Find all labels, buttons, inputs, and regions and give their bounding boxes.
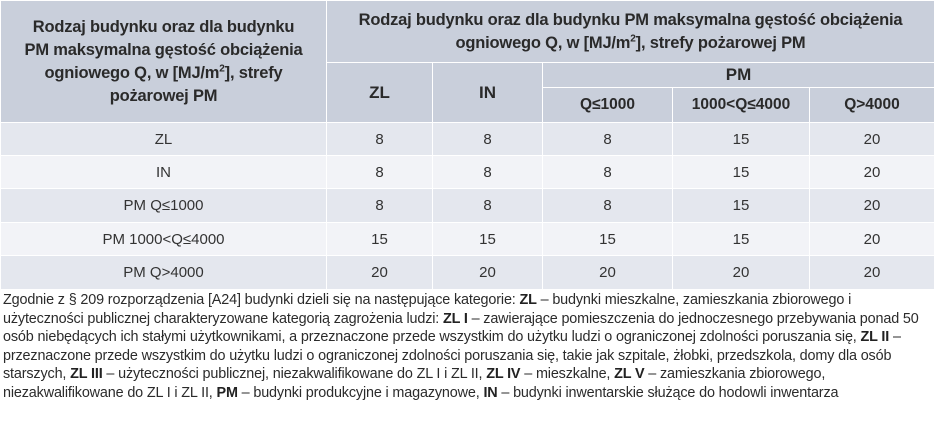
corner-line-4: pożarowej PM xyxy=(109,86,218,105)
table-row xyxy=(1,189,935,223)
table-cell: 15 xyxy=(433,223,543,256)
column-header-pm: PM xyxy=(543,63,935,88)
corner-line-3-end: ], strefy xyxy=(224,63,283,82)
table-cell: 20 xyxy=(810,256,935,290)
table-cell: 15 xyxy=(673,223,810,256)
column-header-in: IN xyxy=(433,63,543,123)
table-cell: 15 xyxy=(543,223,673,256)
footnote-term-pm: PM xyxy=(216,384,238,401)
footnote-term-zl: ZL xyxy=(519,292,537,308)
table-cell: 8 xyxy=(543,156,673,189)
top-header-superscript: 2 xyxy=(630,33,636,44)
footnote-term-zl-ii: ZL II xyxy=(860,329,890,346)
top-header-line-2-end: ], strefy pożarowej PM xyxy=(635,33,806,52)
footnote-term-in: IN xyxy=(483,384,498,401)
column-group-title xyxy=(327,1,935,63)
table-cell: 15 xyxy=(327,223,433,256)
table-cell: 20 xyxy=(810,223,935,256)
table-cell: 8 xyxy=(433,189,543,223)
column-header-zl: ZL xyxy=(327,63,433,123)
row-label: IN xyxy=(1,156,327,189)
table-cell: 15 xyxy=(673,156,810,189)
table-cell: 15 xyxy=(673,123,810,156)
footnote-text: – zawierające pomieszczenia do jednoczesnego przebywania ponad 50 osób niebędących ich stałymi użytkownikami, a przeznaczone przede wszystkim do użytku ludzi o ograniczonej zdolności poruszania się, xyxy=(3,310,919,346)
table-cell: 8 xyxy=(543,189,673,223)
footnote-term-zl-iii: ZL III xyxy=(70,366,103,383)
table-cell: 20 xyxy=(810,123,935,156)
row-label: ZL xyxy=(1,123,327,156)
subcolumn-header-q-gt-4000: Q>4000 xyxy=(810,88,935,123)
table-cell: 20 xyxy=(810,156,935,189)
table-cell: 8 xyxy=(433,156,543,189)
row-header-title xyxy=(1,1,327,123)
footnote-text: – zamieszkania zbiorowego, niezakwalifikowane do ZL I i ZL II, xyxy=(3,366,826,401)
row-label: PM Q≤1000 xyxy=(1,189,327,223)
table-cell: 8 xyxy=(433,123,543,156)
table-cell: 8 xyxy=(327,123,433,156)
corner-line-1: Rodzaj budynku oraz dla budynku xyxy=(32,17,295,36)
footnote-text: Zgodnie z § 209 rozporządzenia [A24] budynki dzieli się na następujące kategorie: xyxy=(3,292,520,308)
table-row xyxy=(1,256,935,290)
table-cell: 20 xyxy=(433,256,543,290)
table-cell: 8 xyxy=(327,156,433,189)
footnote-text: – budynki mieszkalne, zamieszkania zbiorowego i użyteczności publicznej charakteryzowane kategorią zagrożenia ludzi: xyxy=(3,292,852,327)
footnote-text: – użyteczności publicznej, niezakwalifikowane do ZL I i ZL II, xyxy=(102,366,487,383)
table-cell: 15 xyxy=(673,189,810,223)
footnote-text: – przeznaczone przede wszystkim do użytku ludzi o ograniczonej zdolności poruszania się, takie jak szpitale, żłobki, przedszkola, domy dla osób starszych, xyxy=(3,329,901,383)
table-row xyxy=(1,223,935,256)
table-cell: 8 xyxy=(543,123,673,156)
top-header-line-1: Rodzaj budynku oraz dla budynku PM maksymalna gęstość obciążenia xyxy=(358,10,903,29)
corner-superscript: 2 xyxy=(219,63,225,74)
top-header-line-2: ogniowego Q, w [MJ/m xyxy=(455,33,631,52)
row-label: PM Q>4000 xyxy=(1,256,327,290)
corner-line-2: PM maksymalna gęstość obciążenia xyxy=(24,40,303,59)
table-cell: 20 xyxy=(673,256,810,290)
footnote-text: – budynki produkcyjne i magazynowe, xyxy=(237,384,484,401)
table-row xyxy=(1,156,935,189)
footnote-term-zl-v: ZL V xyxy=(614,366,645,383)
footnote-text: – budynki inwentarskie służące do hodowli inwentarza xyxy=(497,384,839,401)
table-row xyxy=(1,123,935,156)
footnote-text: – mieszkalne, xyxy=(520,366,615,383)
subcolumn-header-q-le-1000: Q≤1000 xyxy=(543,88,673,123)
table-header-row-1 xyxy=(1,1,935,63)
table-cell: 20 xyxy=(810,189,935,223)
row-label: PM 1000<Q≤4000 xyxy=(1,223,327,256)
table-cell: 20 xyxy=(543,256,673,290)
footnote-paragraph xyxy=(3,291,935,403)
table-cell: 20 xyxy=(327,256,433,290)
footnote-term-zl-i: ZL I xyxy=(443,310,468,327)
subcolumn-header-q-1000-4000: 1000<Q≤4000 xyxy=(673,88,810,123)
corner-line-3: ogniowego Q, w [MJ/m xyxy=(44,63,220,82)
table-cell: 8 xyxy=(327,189,433,223)
footnote-term-zl-iv: ZL IV xyxy=(486,366,521,383)
